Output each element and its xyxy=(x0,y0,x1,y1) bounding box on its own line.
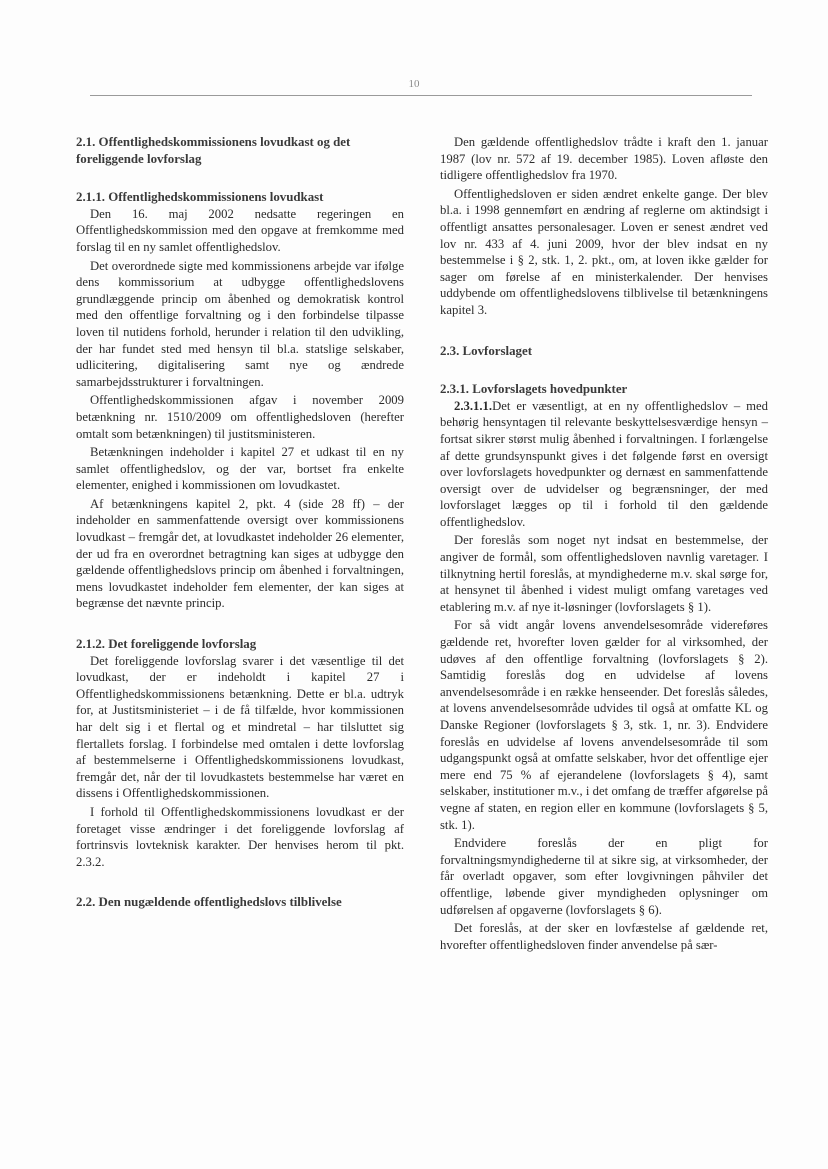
heading-2-1-1: 2.1.1. Offentlighedskommissionens lovudkast xyxy=(76,190,324,205)
right-column xyxy=(440,134,768,955)
paragraph: Den gældende offentlighedslov trådte i kraft den 1. januar 1987 (lov nr. 572 af 19. december 1985). Loven afløste den tidligere offentlighedslov fra 1970. xyxy=(440,135,768,183)
left-column xyxy=(76,134,404,911)
heading-2-3-1: 2.3.1. Lovforslagets hovedpunkter xyxy=(440,382,628,397)
paragraph-text: Det er væsentligt, at en ny offentlighedslov – med behørig hensyntagen til relevante beskyttelsesværdige hensyn – fortsat sikrer størst mulig åbenhed i forvaltningen. I forlængelse af dette grundsynspunkt gives i det følgende først en oversigt over lovforslagets hovedpunkter og dernæst en sammenfattende oversigt over de udvidelser og begrænsninger, der med lovforslaget lægges op til i forhold til den gældende offentlighedslov. xyxy=(440,398,768,529)
paragraph: Det foreslås, at der sker en lovfæstelse af gældende ret, hvorefter offentlighedsloven finder anvendelse på sær- xyxy=(440,921,768,952)
header-rule xyxy=(90,95,752,96)
paragraph: Der foreslås som noget nyt indsat en bestemmelse, der angiver de formål, som offentlighedsloven navnlig varetager. I tilknytning hertil foreslås, at myndighederne m.v. skal sørge for, at hensynet til åbenhed i videst muligt omfang varetages ved etablering m.v. af nye it-løsninger (lovforslagets § 1). xyxy=(440,533,768,614)
paragraph: Offentlighedskommissionen afgav i november 2009 betænkning nr. 1510/2009 om offentlighedsloven (herefter omtalt som betænkningen) til justitsministeren. xyxy=(76,393,404,441)
heading-2-2: 2.2. Den nugældende offentlighedslovs tilblivelse xyxy=(76,895,342,910)
heading-2-1-2: 2.1.2. Det foreliggende lovforslag xyxy=(76,637,257,652)
paragraph xyxy=(440,398,768,531)
paragraph: Betænkningen indeholder i kapitel 27 et udkast til en ny samlet offentlighedslov, og der var, bortset fra enkelte elementer, enighed i kommissionen om lovudkastet. xyxy=(76,445,404,493)
paragraph: I forhold til Offentlighedskommissionens lovudkast er der foretaget visse ændringer i det foreliggende lovforslag af fortrinsvis lovteknisk karakter. Der henvises herom til pkt. 2.3.2. xyxy=(76,804,404,869)
paragraph: Af betænkningens kapitel 2, pkt. 4 (side 28 ff) – der indeholder en sammenfattende oversigt over kommissionens lovudkast – fremgår det, at lovudkastet indeholder 26 elementer, der ud fra en overordnet betragtning kan siges at udbygge den gældende offentlighedslovs princip om åbenhed i forvaltningen, mens lovudkastet indeholder fem elementer, der kan siges at begrænse det nævnte princip. xyxy=(76,496,404,611)
page-number: 10 xyxy=(408,78,420,90)
paragraph: Det foreliggende lovforslag svarer i det væsentlige til det lovudkast, der er indeholdt i kapitel 27 i Offentlighedskommissionens betænkning. Dette er bl.a. udtryk for, at Justitsministeriet – i de få tilfælde, hvor kommissionen har delt sig i et flertal og et mindretal – har tilsluttet sig flertallets forslag. I forbindelse med omtalen i dette lovforslag af bestemmelserne i Offentlighedskommissionens lovudkast, fremgår det, når der til lovudkastets bestemmelse har været en dissens i Offentlighedskommissionen. xyxy=(76,653,404,801)
paragraph: Endvidere foreslås der en pligt for forvaltningsmyndighederne til at sikre sig, at virksomheder, der får overladt opgaver, som efter lovgivningen påhviler det offentlige, løbende giver myndigheden oplysninger om udførelsen af opgaverne (lovforslagets § 6). xyxy=(440,836,768,917)
heading-2-3: 2.3. Lovforslaget xyxy=(440,343,533,358)
paragraph: Det overordnede sigte med kommissionens arbejde var ifølge dens kommissorium at udbygge offentlighedslovens grundlæggende princip om åbenhed og demokratisk kontrol med den offentlige forvaltning og i den forbindelse tilpasse loven til nutidens forhold, herunder i relation til den udvikling, der har fundet sted med hensyn til bl.a. statslige selskaber, udlicitering, digitalisering samt nye og ændrede samarbejdsstrukturer i forvaltningen. xyxy=(76,258,404,389)
paragraph: For så vidt angår lovens anvendelsesområde videreføres gældende ret, hvorefter loven gælder for al virksomhed, der udøves af den offentlige forvaltning (lovforslagets § 2). Samtidig foreslås dog en udvidelse af lovens anvendelsesområde i en række henseender. Det foreslås således, at lovens anvendelsesområde udvides til også at omfatte KL og Danske Regioner (lovforslagets § 3, stk. 1, nr. 3). Endvidere foreslås en udvidelse af lovens anvendelsesområde til som udgangspunkt også at omfatte selskaber, hvor det offentlige ejer mere end 75 % af ejerandelene (lovforslagets § 4), samt selskaber, institutioner m.v., i det omfang de træffer afgørelse på vegne af staten, en region eller en kommune (lovforslagets § 5, stk. 1). xyxy=(440,618,768,832)
paragraph: Offentlighedsloven er siden ændret enkelte gange. Der blev bl.a. i 1998 gennemført en ændring af reglerne om aktindsigt i offentligt ansattes personalesager. Loven er senest ændret ved lov nr. 433 af 4. juni 2009, hvor der blev indsat en ny bestemmelse i § 2, stk. 1, 2. pkt., om, at loven ikke gælder for sager om førelse af en ministerkalender. Der henvises uddybende om offentlighedslovens tilblivelse til betænkningens kapitel 3. xyxy=(440,186,768,317)
heading-2-1: 2.1. Offentlighedskommissionens lovudkast og det foreliggende lovforslag xyxy=(76,135,351,166)
inline-heading-2-3-1-1: 2.3.1.1. xyxy=(454,398,493,413)
paragraph: Den 16. maj 2002 nedsatte regeringen en Offentlighedskommission med den opgave at fremkomme med forslag til en ny samlet offentlighedslov. xyxy=(76,206,404,254)
